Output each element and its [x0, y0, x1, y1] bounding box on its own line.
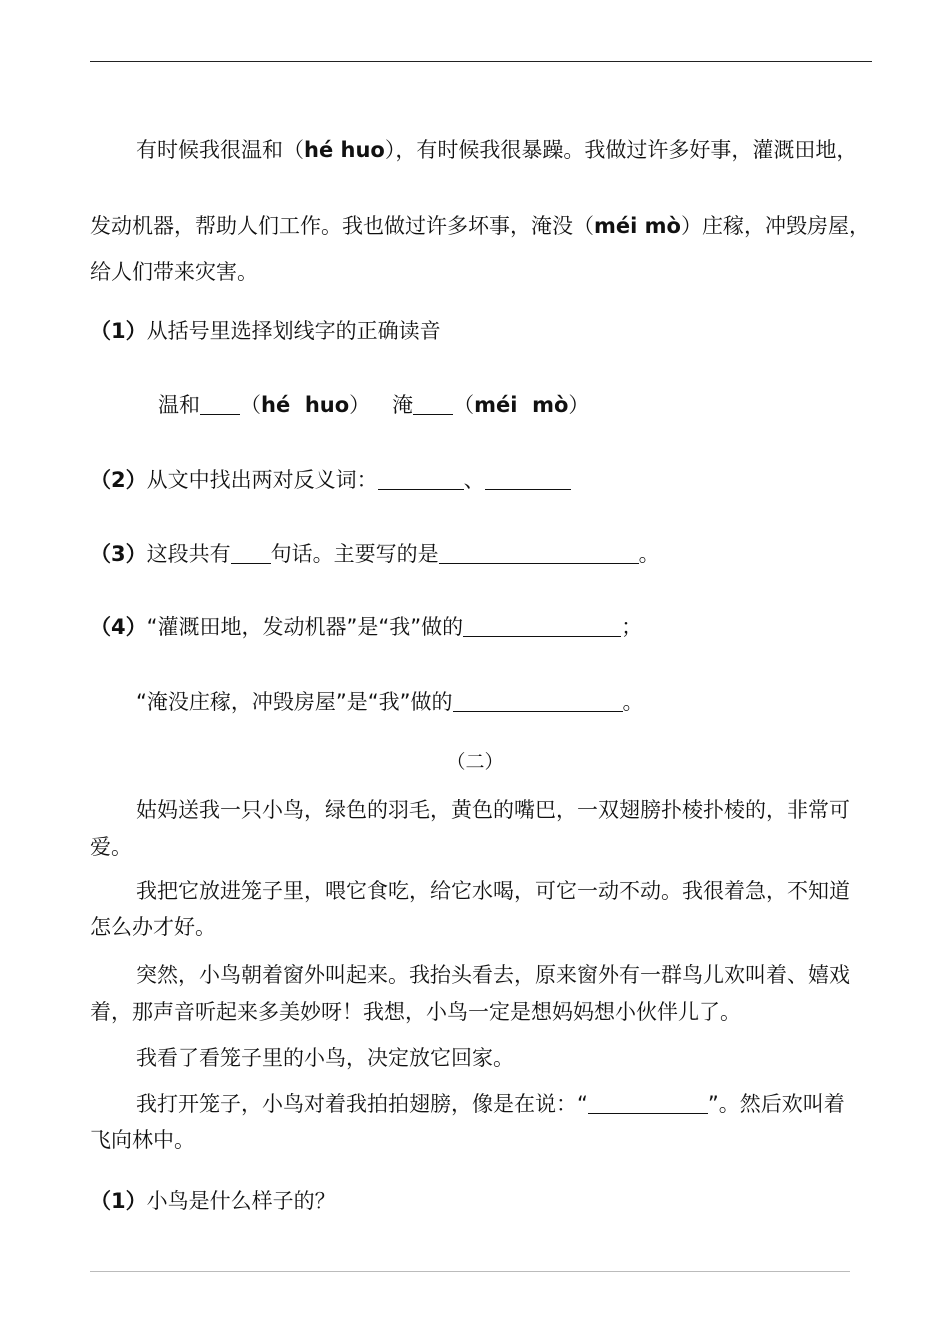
- passage2-p4-line1: 我看了看笼子里的小鸟，决定放它回家。: [136, 1046, 514, 1070]
- word: 淹: [392, 393, 414, 417]
- answer-blank[interactable]: [588, 1091, 708, 1114]
- question-1: [90, 317, 441, 345]
- question-number: （3）: [90, 542, 147, 566]
- pinyin-options: méi mò: [474, 393, 569, 417]
- passage2-p5-line1: [136, 1090, 845, 1118]
- question-2-1: [90, 1187, 336, 1215]
- answer-blank[interactable]: [453, 689, 623, 712]
- answer-blank[interactable]: [231, 541, 271, 564]
- passage1-line3: 给人们带来灾害。: [90, 260, 258, 284]
- answer-blank[interactable]: [485, 467, 571, 490]
- question-4: [90, 613, 642, 641]
- separator: 、: [463, 468, 485, 492]
- pinyin: méi mò: [594, 214, 681, 238]
- question-text: 小鸟是什么样子的？: [146, 1189, 336, 1213]
- answer-blank[interactable]: [200, 392, 240, 415]
- paren: （: [453, 393, 475, 417]
- paren: ）: [568, 393, 590, 417]
- answer-blank[interactable]: [413, 392, 453, 415]
- question-text: 从括号里选择划线字的正确读音: [146, 319, 441, 343]
- pinyin: hé huo: [304, 138, 385, 162]
- punctuation: ；: [621, 615, 643, 639]
- passage2-p5-line2: 飞向林中。: [90, 1128, 195, 1152]
- text: ”。然后欢叫着: [707, 1092, 845, 1116]
- paren: ）: [349, 393, 371, 417]
- question-text: “淹没庄稼，冲毁房屋”是“我”做的: [136, 690, 453, 714]
- text: 我打开笼子，小鸟对着我拍拍翅膀，像是在说：“: [136, 1092, 588, 1116]
- header-rule: [90, 61, 872, 62]
- text: ），有时候我很暴躁。我做过许多好事，灌溉田地，: [384, 138, 858, 162]
- passage2-p2-line2: 怎么办才好。: [90, 915, 216, 939]
- question-number: （4）: [90, 615, 147, 639]
- passage2-p3-line1: 突然，小鸟朝着窗外叫起来。我抬头看去，原来窗外有一群鸟儿欢叫着、嬉戏: [136, 963, 850, 987]
- answer-blank[interactable]: [378, 467, 464, 490]
- passage2-p1-line1: 姑妈送我一只小鸟，绿色的羽毛，黄色的嘴巴，一双翅膀扑棱扑棱的，非常可: [136, 798, 850, 822]
- text: 发动机器，帮助人们工作。我也做过许多坏事，淹没（: [90, 214, 594, 238]
- passage2-p3-line2: 着，那声音听起来多美妙呀！我想，小鸟一定是想妈妈想小伙伴儿了。: [90, 1000, 741, 1024]
- text: ）庄稼，冲毁房屋，: [680, 214, 870, 238]
- question-4-part2: [136, 688, 644, 716]
- question-number: （1）: [90, 1189, 147, 1213]
- question-1-options: [158, 391, 589, 419]
- question-text: 句话。主要写的是: [270, 542, 439, 566]
- footer-rule: [90, 1271, 850, 1272]
- answer-blank[interactable]: [439, 541, 639, 564]
- question-2: [90, 466, 571, 494]
- punctuation: 。: [622, 690, 644, 714]
- punctuation: 。: [638, 542, 660, 566]
- question-text: “灌溉田地，发动机器”是“我”做的: [146, 615, 464, 639]
- paren: （: [240, 393, 261, 417]
- section-title: （二）: [446, 751, 504, 773]
- passage2-p1-line2: 爱。: [90, 835, 132, 859]
- question-3: [90, 540, 660, 568]
- passage2-p2-line1: 我把它放进笼子里，喂它食吃，给它水喝，可它一动不动。我很着急，不知道: [136, 879, 850, 903]
- pinyin-options: hé huo: [261, 393, 350, 417]
- word: 温和: [158, 393, 200, 417]
- question-number: （1）: [90, 319, 147, 343]
- question-number: （2）: [90, 468, 147, 492]
- answer-blank[interactable]: [463, 614, 621, 637]
- question-text: 这段共有: [146, 542, 231, 566]
- passage1-line2: [90, 212, 870, 240]
- passage1-line1: [136, 136, 857, 164]
- question-text: 从文中找出两对反义词：: [146, 468, 378, 492]
- text: 有时候我很温和（: [136, 138, 304, 162]
